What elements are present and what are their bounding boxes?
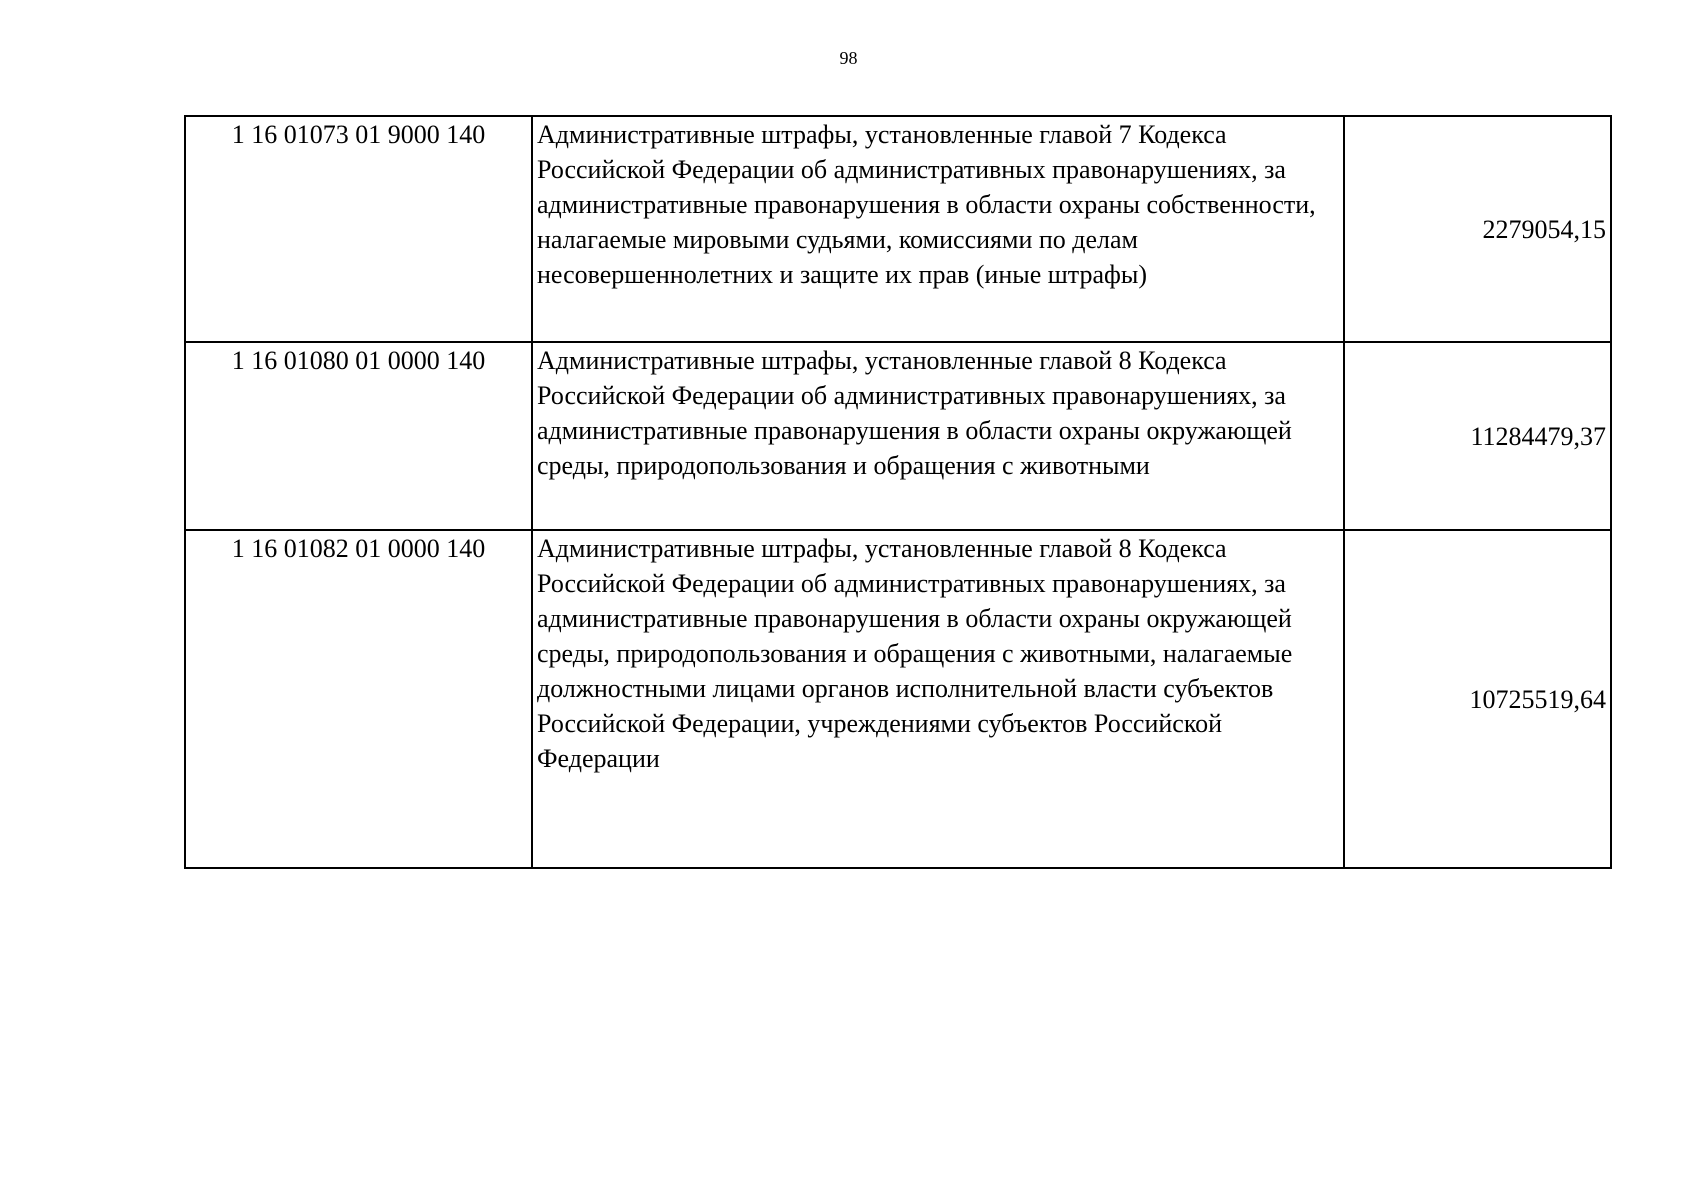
table-row <box>185 116 1611 342</box>
budget-code-cell: 1 16 01073 01 9000 140 <box>185 116 532 342</box>
description-cell: Административные штрафы, установленные главой 7 Кодекса Российской Федерации об административных правонарушениях, за административные правонарушения в области охраны собственности, налагаемые мировыми судьями, комиссиями по делам несовершеннолетних и защите их прав (иные штрафы) <box>532 116 1344 342</box>
budget-code-cell: 1 16 01082 01 0000 140 <box>185 530 532 868</box>
revenue-table <box>184 115 1612 869</box>
amount-cell: 11284479,37 <box>1344 342 1611 530</box>
description-cell: Административные штрафы, установленные главой 8 Кодекса Российской Федерации об административных правонарушениях, за административные правонарушения в области охраны окружающей среды, природопользования и обращения с животными <box>532 342 1344 530</box>
amount-cell: 2279054,15 <box>1344 116 1611 342</box>
amount-cell: 10725519,64 <box>1344 530 1611 868</box>
table-row <box>185 342 1611 530</box>
budget-code-cell: 1 16 01080 01 0000 140 <box>185 342 532 530</box>
page-number: 98 <box>839 48 858 68</box>
table-row <box>185 530 1611 868</box>
description-cell: Административные штрафы, установленные главой 8 Кодекса Российской Федерации об административных правонарушениях, за административные правонарушения в области охраны окружающей среды, природопользования и обращения с животными, налагаемые должностными лицами органов исполнительной власти субъектов Российской Федерации, учреждениями субъектов Российской Федерации <box>532 530 1344 868</box>
